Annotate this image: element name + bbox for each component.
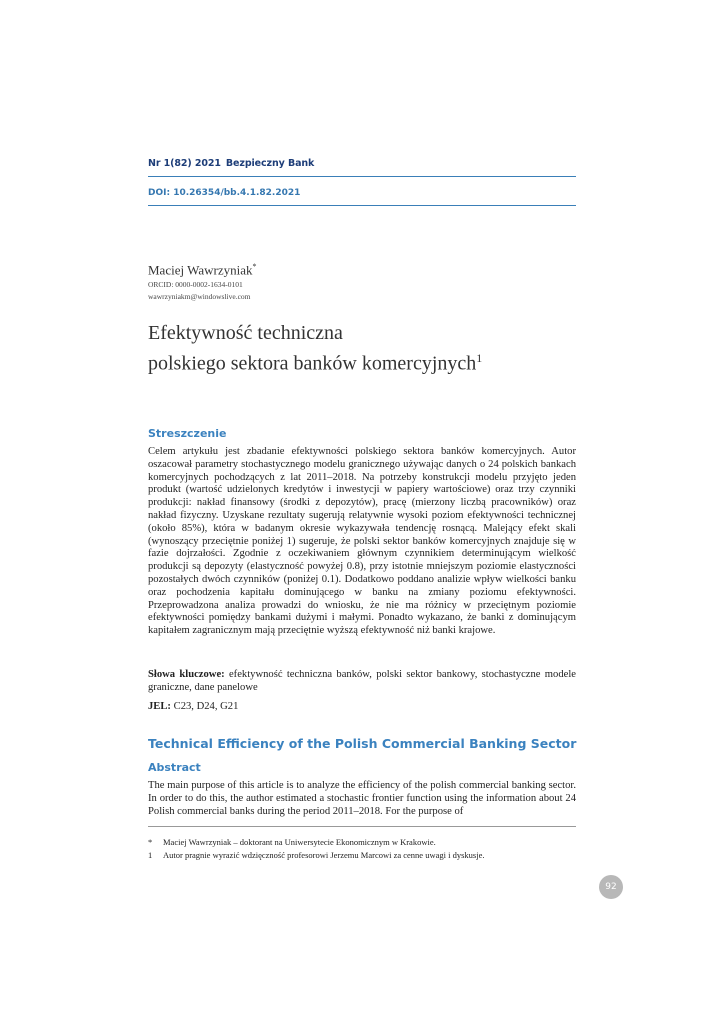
author-name: Maciej Wawrzyniak* xyxy=(148,262,257,278)
footnote-text: Autor pragnie wyrazić wdzięczność profesorowi Jerzemu Marcowi za cenne uwagi i dyskusje. xyxy=(163,850,485,860)
abstract-heading: Abstract xyxy=(148,761,201,774)
journal-name: Bezpieczny Bank xyxy=(225,158,315,169)
streszczenie-heading: Streszczenie xyxy=(148,427,227,440)
journal-header xyxy=(148,158,314,169)
english-title: Technical Efficiency of the Polish Commercial Banking Sector xyxy=(148,736,577,751)
header-rule-top xyxy=(148,176,576,177)
jel-codes xyxy=(148,701,576,714)
footnote-acknowledgement xyxy=(148,850,576,860)
jel-value: C23, D24, G21 xyxy=(173,701,239,712)
title-line-2: polskiego sektora banków komercyjnych$^1$ xyxy=(148,351,483,375)
author-email: wawrzyniakm@windowslive.com xyxy=(148,292,251,301)
keywords xyxy=(148,669,576,695)
footnote-mark: * xyxy=(148,837,153,847)
article-title xyxy=(148,321,482,377)
author-orcid: ORCID: 0000-0002-1634-0101 xyxy=(148,280,243,289)
header-rule-bottom xyxy=(148,205,576,206)
issue-number: Nr 1(82) 2021 xyxy=(148,158,221,169)
streszczenie-text: Celem artykułu jest zbadanie efektywności polskiego sektora banków komercyjnych. Autor oszacował parametry stochastycznego modelu granicznego używając danych o 24 polskich bankach komercyjnych pochodzących z lat 2011–2018. Na potrzeby konstrukcji modelu przyjęto jeden produkt (wartość udzielonych kredytów i inwestycji w papiery wartościowe) oraz trzy czynniki produkcji: nakład finansowy (środki z depozytów), pracę (mierzony liczbą pracowników) oraz nakład fizyczny. Uzyskane rezultaty sugerują relatywnie wysoki poziom efektywności technicznej (około 85%), która w badanym okresie wykazywała tendencję rosnącą. Malejący efekt skali (wynoszący przeciętnie poniżej 1) sugeruje, że polski sektor banków komercyjnych znajduje się w fazie dojrzałości. Zgodnie z oczekiwaniem głównym czynnikiem determinującym wielkość produkcji są depozyty (elastyczność powyżej 0.8), przy istotnie mniejszym poziomie elastyczności pozostałych dwóch czynników (poniżej 0.1). Dodatkowo poddano analizie wpływ wielkości banku oraz pochodzenia kapitału dominującego w banku na zmiany poziomu efektywności. Przeprowadzona analiza prowadzi do wniosku, że nie ma różnicy w przeciętnym poziomie efektywności pomiędzy bankami dużymi i małymi. Ponadto wykazano, że banki z dominującym kapitałem zagranicznym mają przeciętnie wyższą efektywność niż banki krajowe. xyxy=(148,446,576,637)
footnote-author xyxy=(148,837,576,847)
keywords-label: Słowa kluczowe: xyxy=(148,669,225,680)
title-line-1: Efektywność techniczna xyxy=(148,322,343,344)
author-footnote-marker: * xyxy=(252,262,257,271)
footnote-rule xyxy=(148,826,576,827)
jel-label: JEL: xyxy=(148,701,171,712)
doi: DOI: 10.26354/bb.4.1.82.2021 xyxy=(148,188,301,198)
page-number: 92 xyxy=(599,875,623,899)
footnote-text: Maciej Wawrzyniak – doktorant na Uniwersytecie Ekonomicznym w Krakowie. xyxy=(163,837,436,847)
abstract-text: The main purpose of this article is to analyze the efficiency of the polish commercial banking sector. In order to do this, the author estimated a stochastic frontier function using the information about 24 Polish commercial banks during the period 2011–2018. For the purpose of xyxy=(148,780,576,817)
footnote-mark: 1 xyxy=(148,850,153,860)
title-footnote-marker: 1 xyxy=(476,351,483,365)
keywords-value: efektywność techniczna banków, polski sektor bankowy, stochastyczne modele graniczne, dane panelowe xyxy=(148,669,576,693)
